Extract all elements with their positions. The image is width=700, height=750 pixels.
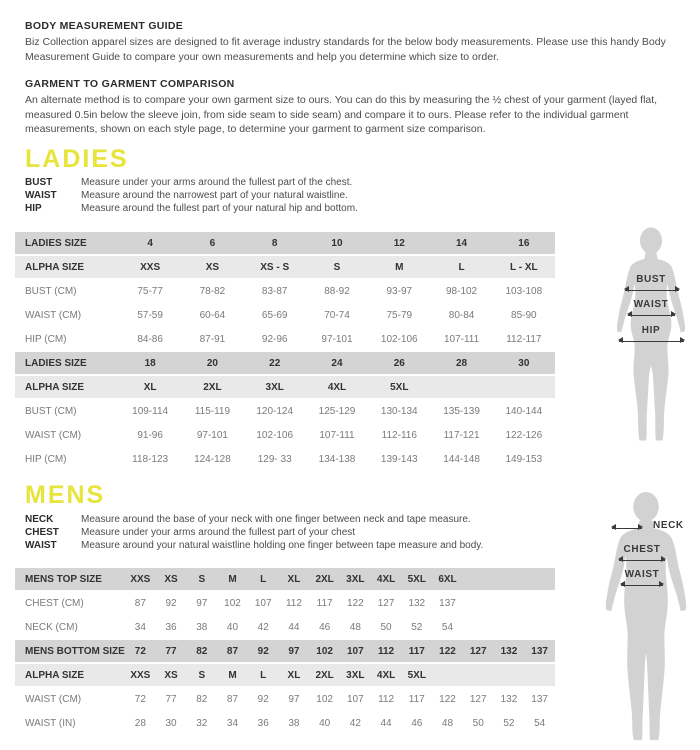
- size-cell: 117: [316, 597, 333, 609]
- ladies-definitions: [25, 176, 545, 216]
- definition-desc: Measure around the fullest part of your natural hip and bottom.: [81, 203, 358, 215]
- size-cell: 24: [331, 357, 343, 369]
- size-cell: 5XL: [390, 381, 409, 393]
- table-row: [15, 592, 555, 614]
- size-cell: L - XL: [510, 261, 538, 273]
- row-label: WAIST (IN): [25, 717, 76, 729]
- size-cell: XXS: [130, 669, 151, 681]
- size-cell: 97-101: [196, 429, 228, 441]
- ladies-silhouette-icon: [603, 226, 699, 446]
- row-label: LADIES SIZE: [25, 357, 87, 369]
- size-cell: 42: [257, 621, 269, 633]
- size-cell: 26: [393, 357, 405, 369]
- size-cell: 28: [134, 717, 146, 729]
- size-cell: XL: [143, 381, 157, 393]
- definition-desc: Measure under your arms around the fullest part of the chest.: [81, 177, 353, 188]
- size-cell: 92-96: [261, 333, 288, 345]
- row-label: BUST (CM): [25, 405, 77, 417]
- size-cell: 125-129: [318, 405, 356, 417]
- size-cell: 117: [408, 645, 425, 657]
- size-cell: XL: [287, 669, 301, 681]
- size-cell: 77: [165, 645, 177, 657]
- size-cell: 103-108: [505, 285, 543, 297]
- size-cell: 83-87: [261, 285, 288, 297]
- size-cell: 77: [165, 693, 177, 705]
- size-cell: 18: [144, 357, 156, 369]
- size-cell: 102: [316, 645, 333, 657]
- size-cell: 2XL: [315, 669, 334, 681]
- size-cell: XS: [205, 261, 220, 273]
- definition-row: [25, 539, 565, 552]
- size-cell: 65-69: [261, 309, 288, 321]
- mens-size-table: [15, 568, 555, 736]
- size-cell: 70-74: [324, 309, 350, 321]
- row-label: ALPHA SIZE: [25, 381, 85, 393]
- ladies-size-table: [15, 232, 555, 472]
- definition-term: WAIST: [25, 540, 57, 552]
- size-cell: 112: [285, 597, 302, 609]
- waist-arrow-icon: [628, 315, 675, 316]
- garment-comparison-text: An alternate method is to compare your own garment size to ours. You can do this by measuring the ½ chest of your garment (layed flat, measured 0.5in below the sleeve join, from side seam to side seam) and compare it to ours. Please refer to the individual garment measurements, shown on each style page, to determine your garment to garment size comparison.: [25, 94, 658, 136]
- row-label: HIP (CM): [25, 453, 67, 465]
- size-cell: XXS: [130, 573, 151, 585]
- size-cell: 107: [347, 645, 364, 657]
- size-cell: 92: [257, 693, 269, 705]
- size-cell: 75-77: [137, 285, 163, 297]
- hip-label: HIP: [641, 325, 661, 336]
- size-cell: S: [198, 669, 206, 681]
- ladies-heading: LADIES: [25, 145, 129, 173]
- waist-label: WAIST: [624, 569, 660, 580]
- table-row: [15, 232, 555, 254]
- size-cell: 109-114: [132, 405, 169, 417]
- bust-label: BUST: [636, 274, 666, 285]
- table-row: [15, 568, 555, 590]
- size-cell: 3XL: [265, 381, 284, 393]
- row-label: ALPHA SIZE: [25, 669, 85, 681]
- garment-comparison-title: GARMENT TO GARMENT COMPARISON: [25, 78, 235, 91]
- row-label: MENS TOP SIZE: [25, 573, 102, 585]
- size-cell: XS: [164, 669, 178, 681]
- size-cell: 87: [226, 693, 239, 705]
- size-cell: 50: [472, 717, 484, 729]
- size-cell: 78-82: [199, 285, 226, 297]
- size-cell: 112: [378, 693, 395, 705]
- size-cell: 120-124: [256, 405, 294, 417]
- size-cell: XS: [164, 573, 178, 585]
- size-cell: M: [228, 669, 237, 681]
- size-cell: 22: [269, 357, 281, 369]
- size-cell: 132: [500, 645, 518, 657]
- size-cell: 134-138: [318, 453, 356, 465]
- size-cell: 97: [288, 693, 300, 705]
- neck-arrow-icon: [612, 528, 642, 529]
- size-cell: 122-126: [505, 429, 543, 441]
- size-cell: 97: [196, 597, 208, 609]
- size-cell: 149-153: [505, 453, 543, 465]
- neck-label: NECK: [653, 520, 684, 531]
- size-cell: 140-144: [505, 405, 543, 417]
- table-row: [15, 352, 555, 374]
- size-cell: 30: [518, 357, 530, 369]
- size-cell: 107: [254, 597, 272, 609]
- size-cell: 52: [411, 621, 423, 633]
- size-cell: 48: [349, 621, 361, 633]
- size-cell: 12: [393, 237, 405, 249]
- size-cell: 107-111: [319, 429, 355, 441]
- size-cell: 137: [439, 597, 456, 609]
- row-label: WAIST (CM): [25, 693, 82, 705]
- row-label: HIP (CM): [25, 333, 67, 345]
- size-cell: 34: [226, 717, 239, 729]
- size-cell: 117: [408, 693, 425, 705]
- size-cell: 102: [316, 693, 333, 705]
- bust-arrow-icon: [625, 290, 679, 291]
- table-row: [15, 376, 555, 398]
- size-cell: 4XL: [376, 669, 396, 681]
- size-cell: L: [260, 669, 267, 681]
- size-cell: 97: [288, 645, 300, 657]
- definition-term: NECK: [25, 514, 54, 525]
- size-cell: 87: [134, 597, 146, 609]
- size-cell: 44: [288, 621, 300, 633]
- size-cell: 3XL: [346, 573, 365, 585]
- row-label: ALPHA SIZE: [25, 261, 85, 273]
- size-cell: 85-90: [511, 309, 537, 321]
- table-row: [15, 712, 555, 734]
- body-measurement-guide-title: BODY MEASUREMENT GUIDE: [25, 20, 184, 32]
- size-cell: 30: [165, 717, 177, 729]
- size-cell: 107: [347, 693, 364, 705]
- size-cell: 112: [377, 645, 395, 657]
- definition-term: CHEST: [25, 527, 59, 539]
- size-cell: 75-79: [386, 309, 413, 321]
- size-cell: L: [458, 261, 465, 273]
- definition-term: BUST: [25, 177, 53, 188]
- size-cell: 112-116: [381, 429, 417, 441]
- size-cell: M: [228, 573, 237, 585]
- size-cell: 44: [380, 717, 392, 729]
- size-cell: L: [260, 573, 267, 585]
- body-measurement-guide-text: Biz Collection apparel sizes are designed to fit average industry standards for the below body measurements. Please use this handy Body Measurement Guide to compare your own measurements and help you determine which size to order.: [25, 36, 666, 63]
- definition-row: [25, 189, 545, 202]
- size-cell: 102-106: [380, 333, 418, 345]
- row-label: WAIST (CM): [25, 429, 82, 441]
- size-cell: 6: [209, 237, 216, 249]
- table-row: [15, 280, 555, 302]
- definition-desc: Measure around the base of your neck with one finger between neck and tape measure.: [81, 514, 471, 525]
- size-cell: 92: [165, 597, 177, 609]
- size-cell: 112-117: [506, 333, 542, 345]
- row-label: CHEST (CM): [25, 597, 84, 609]
- size-cell: 132: [408, 597, 426, 609]
- size-cell: 135-139: [443, 405, 480, 417]
- definition-desc: Measure under your arms around the fullest part of your chest: [81, 527, 356, 539]
- size-cell: 2XL: [203, 381, 222, 393]
- size-cell: 4XL: [376, 573, 396, 585]
- table-row: [15, 328, 555, 350]
- size-cell: 97-101: [321, 333, 353, 345]
- size-cell: 16: [518, 237, 530, 249]
- size-cell: XS - S: [260, 261, 290, 273]
- size-cell: M: [395, 261, 404, 273]
- definition-row: [25, 176, 545, 189]
- size-cell: 137: [531, 645, 548, 657]
- size-cell: 127: [469, 693, 487, 705]
- size-cell: 52: [503, 717, 515, 729]
- size-cell: 98-102: [445, 285, 478, 297]
- size-cell: 88-92: [324, 285, 350, 297]
- size-cell: 8: [271, 237, 278, 249]
- table-row: [15, 400, 555, 422]
- size-cell: 40: [319, 717, 331, 729]
- size-cell: 4: [147, 237, 153, 249]
- size-cell: 54: [441, 621, 454, 633]
- table-row: [15, 304, 555, 326]
- row-label: MENS BOTTOM SIZE: [25, 645, 125, 657]
- size-cell: 5XL: [407, 573, 426, 585]
- definition-desc: Measure around your natural waistline holding one finger between tape measure and body.: [81, 540, 484, 552]
- size-cell: 137: [531, 693, 548, 705]
- size-cell: 60-64: [199, 309, 226, 321]
- mens-figure: [595, 491, 697, 747]
- size-cell: 4XL: [327, 381, 347, 393]
- size-cell: 2XL: [315, 573, 334, 585]
- size-cell: 38: [288, 717, 300, 729]
- ladies-figure: [603, 226, 699, 446]
- size-cell: S: [333, 261, 341, 273]
- size-cell: 117-121: [443, 429, 480, 441]
- size-cell: 46: [319, 621, 331, 633]
- definition-term: HIP: [25, 203, 42, 215]
- hip-arrow-icon: [619, 341, 684, 342]
- size-cell: 72: [134, 645, 146, 657]
- size-cell: 10: [331, 237, 343, 249]
- size-cell: 80-84: [448, 309, 475, 321]
- size-cell: 130-134: [380, 405, 418, 417]
- table-row: [15, 664, 555, 686]
- size-cell: 3XL: [346, 669, 365, 681]
- size-cell: 28: [456, 357, 468, 369]
- size-cell: 54: [534, 717, 546, 729]
- size-cell: 84-86: [137, 333, 163, 345]
- size-cell: 34: [134, 621, 146, 633]
- size-cell: 127: [377, 597, 395, 609]
- size-cell: 82: [196, 693, 208, 705]
- size-cell: 20: [206, 357, 218, 369]
- size-cell: 93-97: [386, 285, 413, 297]
- table-row: [15, 424, 555, 446]
- waist-label: WAIST: [633, 299, 669, 310]
- row-label: NECK (CM): [25, 621, 78, 633]
- table-row: [15, 688, 555, 710]
- size-cell: 5XL: [407, 669, 426, 681]
- size-cell: 36: [257, 717, 269, 729]
- size-cell: XL: [287, 573, 301, 585]
- size-cell: 6XL: [438, 573, 457, 585]
- row-label: WAIST (CM): [25, 309, 82, 321]
- waist-arrow-icon: [621, 585, 663, 586]
- size-cell: 87-91: [199, 333, 226, 345]
- size-cell: 144-148: [443, 453, 480, 465]
- size-cell: 38: [196, 621, 208, 633]
- size-cell: 102-106: [256, 429, 294, 441]
- definition-row: [25, 513, 565, 526]
- intro-section: [25, 20, 673, 151]
- size-cell: 122: [439, 693, 456, 705]
- table-row: [15, 448, 555, 470]
- size-cell: 132: [500, 693, 518, 705]
- size-cell: 36: [165, 621, 177, 633]
- size-cell: 40: [226, 621, 239, 633]
- definition-term: WAIST: [25, 190, 57, 202]
- size-cell: 82: [196, 645, 208, 657]
- size-cell: 139-143: [380, 453, 418, 465]
- mens-definitions: [25, 513, 565, 553]
- row-label: BUST (CM): [25, 285, 77, 297]
- size-cell: 48: [441, 717, 454, 729]
- size-cell: 57-59: [137, 309, 163, 321]
- size-cell: 129- 33: [257, 453, 292, 465]
- chest-label: CHEST: [623, 544, 661, 555]
- row-label: LADIES SIZE: [25, 237, 87, 249]
- table-row: [15, 640, 555, 662]
- size-cell: 115-119: [194, 405, 231, 417]
- size-cell: S: [198, 573, 206, 585]
- size-cell: 14: [456, 237, 468, 249]
- size-cell: 87: [226, 645, 239, 657]
- size-cell: 32: [196, 717, 208, 729]
- size-cell: 122: [347, 597, 364, 609]
- table-row: [15, 256, 555, 278]
- size-cell: XXS: [140, 261, 161, 273]
- size-cell: 124-128: [194, 453, 231, 465]
- size-cell: 72: [134, 693, 146, 705]
- size-cell: 46: [411, 717, 423, 729]
- size-cell: 92: [257, 645, 269, 657]
- size-cell: 91-96: [137, 429, 163, 441]
- chest-arrow-icon: [619, 560, 665, 561]
- table-row: [15, 616, 555, 638]
- size-cell: 127: [469, 645, 487, 657]
- size-cell: 107-111: [443, 333, 480, 345]
- size-cell: 118-123: [132, 453, 169, 465]
- definition-desc: Measure around the narrowest part of your natural waistline.: [81, 190, 348, 202]
- definition-row: [25, 526, 565, 539]
- size-cell: 122: [439, 645, 456, 657]
- size-cell: 50: [380, 621, 392, 633]
- mens-heading: MENS: [25, 481, 106, 509]
- size-cell: 102: [224, 597, 241, 609]
- definition-row: [25, 202, 545, 215]
- size-cell: 42: [349, 717, 361, 729]
